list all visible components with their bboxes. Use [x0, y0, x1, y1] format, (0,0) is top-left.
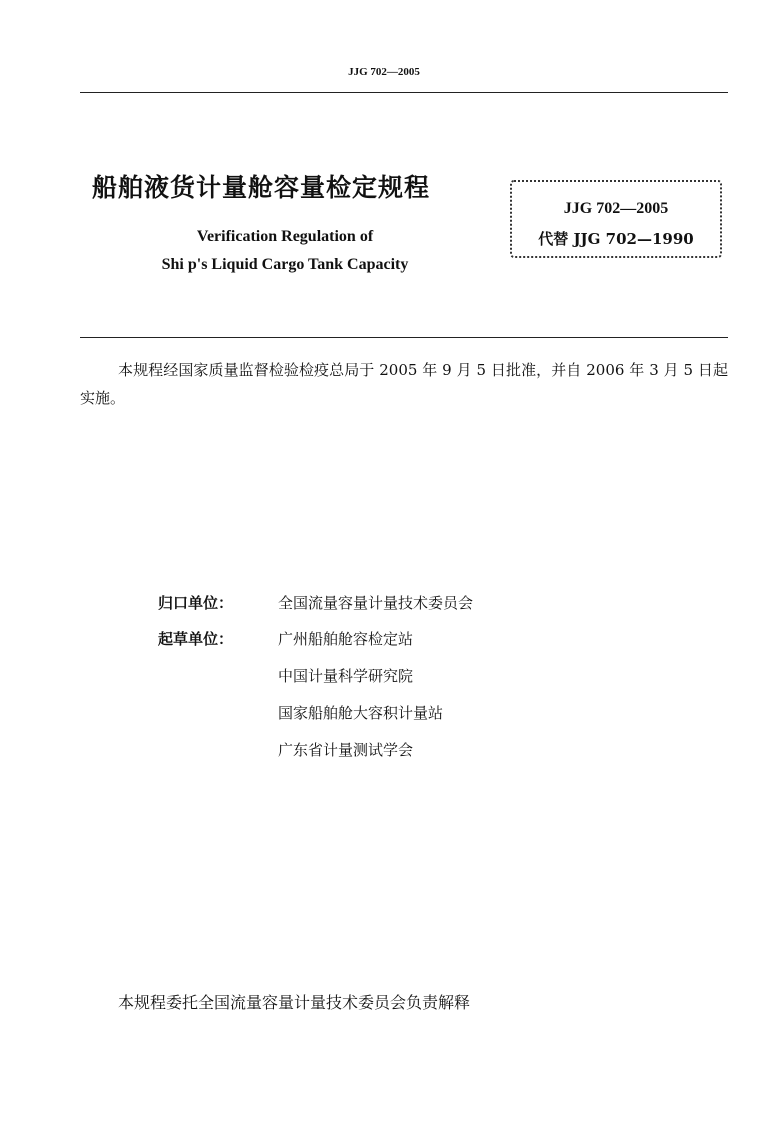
drafting-unit-label: 起草单位：	[158, 630, 234, 648]
responsible-unit-label: 归口单位：	[158, 594, 234, 612]
section-rule	[80, 337, 728, 338]
title-chinese: 船舶液货计量舱容量检定规程	[92, 173, 431, 202]
title-english-line-2: Shi p's Liquid Cargo Tank Capacity	[161, 256, 409, 273]
code-box-replaces: 代替 JJG 702—1990	[538, 230, 694, 248]
drafting-unit-2: 中国计量科学研究院	[278, 667, 414, 685]
title-english-line-1: Verification Regulation of	[196, 228, 374, 245]
header-code: JJG 702—2005	[348, 66, 420, 78]
drafting-unit-1: 广州船舶舱容检定站	[278, 630, 414, 648]
code-box-current: JJG 702—2005	[563, 200, 669, 217]
interpretation-note: 本规程委托全国流量容量计量技术委员会负责解释	[118, 993, 471, 1012]
approval-paragraph: 本规程经国家质量监督检验检疫总局于 2005 年 9 月 5 日批准，并自 2006 年 3 月 5 日起实施。	[80, 361, 728, 407]
drafting-unit-3: 国家船舶舱大容积计量站	[278, 704, 444, 722]
drafting-unit-4: 广东省计量测试学会	[278, 741, 414, 759]
responsible-unit-value: 全国流量容量计量技术委员会	[278, 594, 474, 612]
header-rule	[80, 92, 728, 93]
